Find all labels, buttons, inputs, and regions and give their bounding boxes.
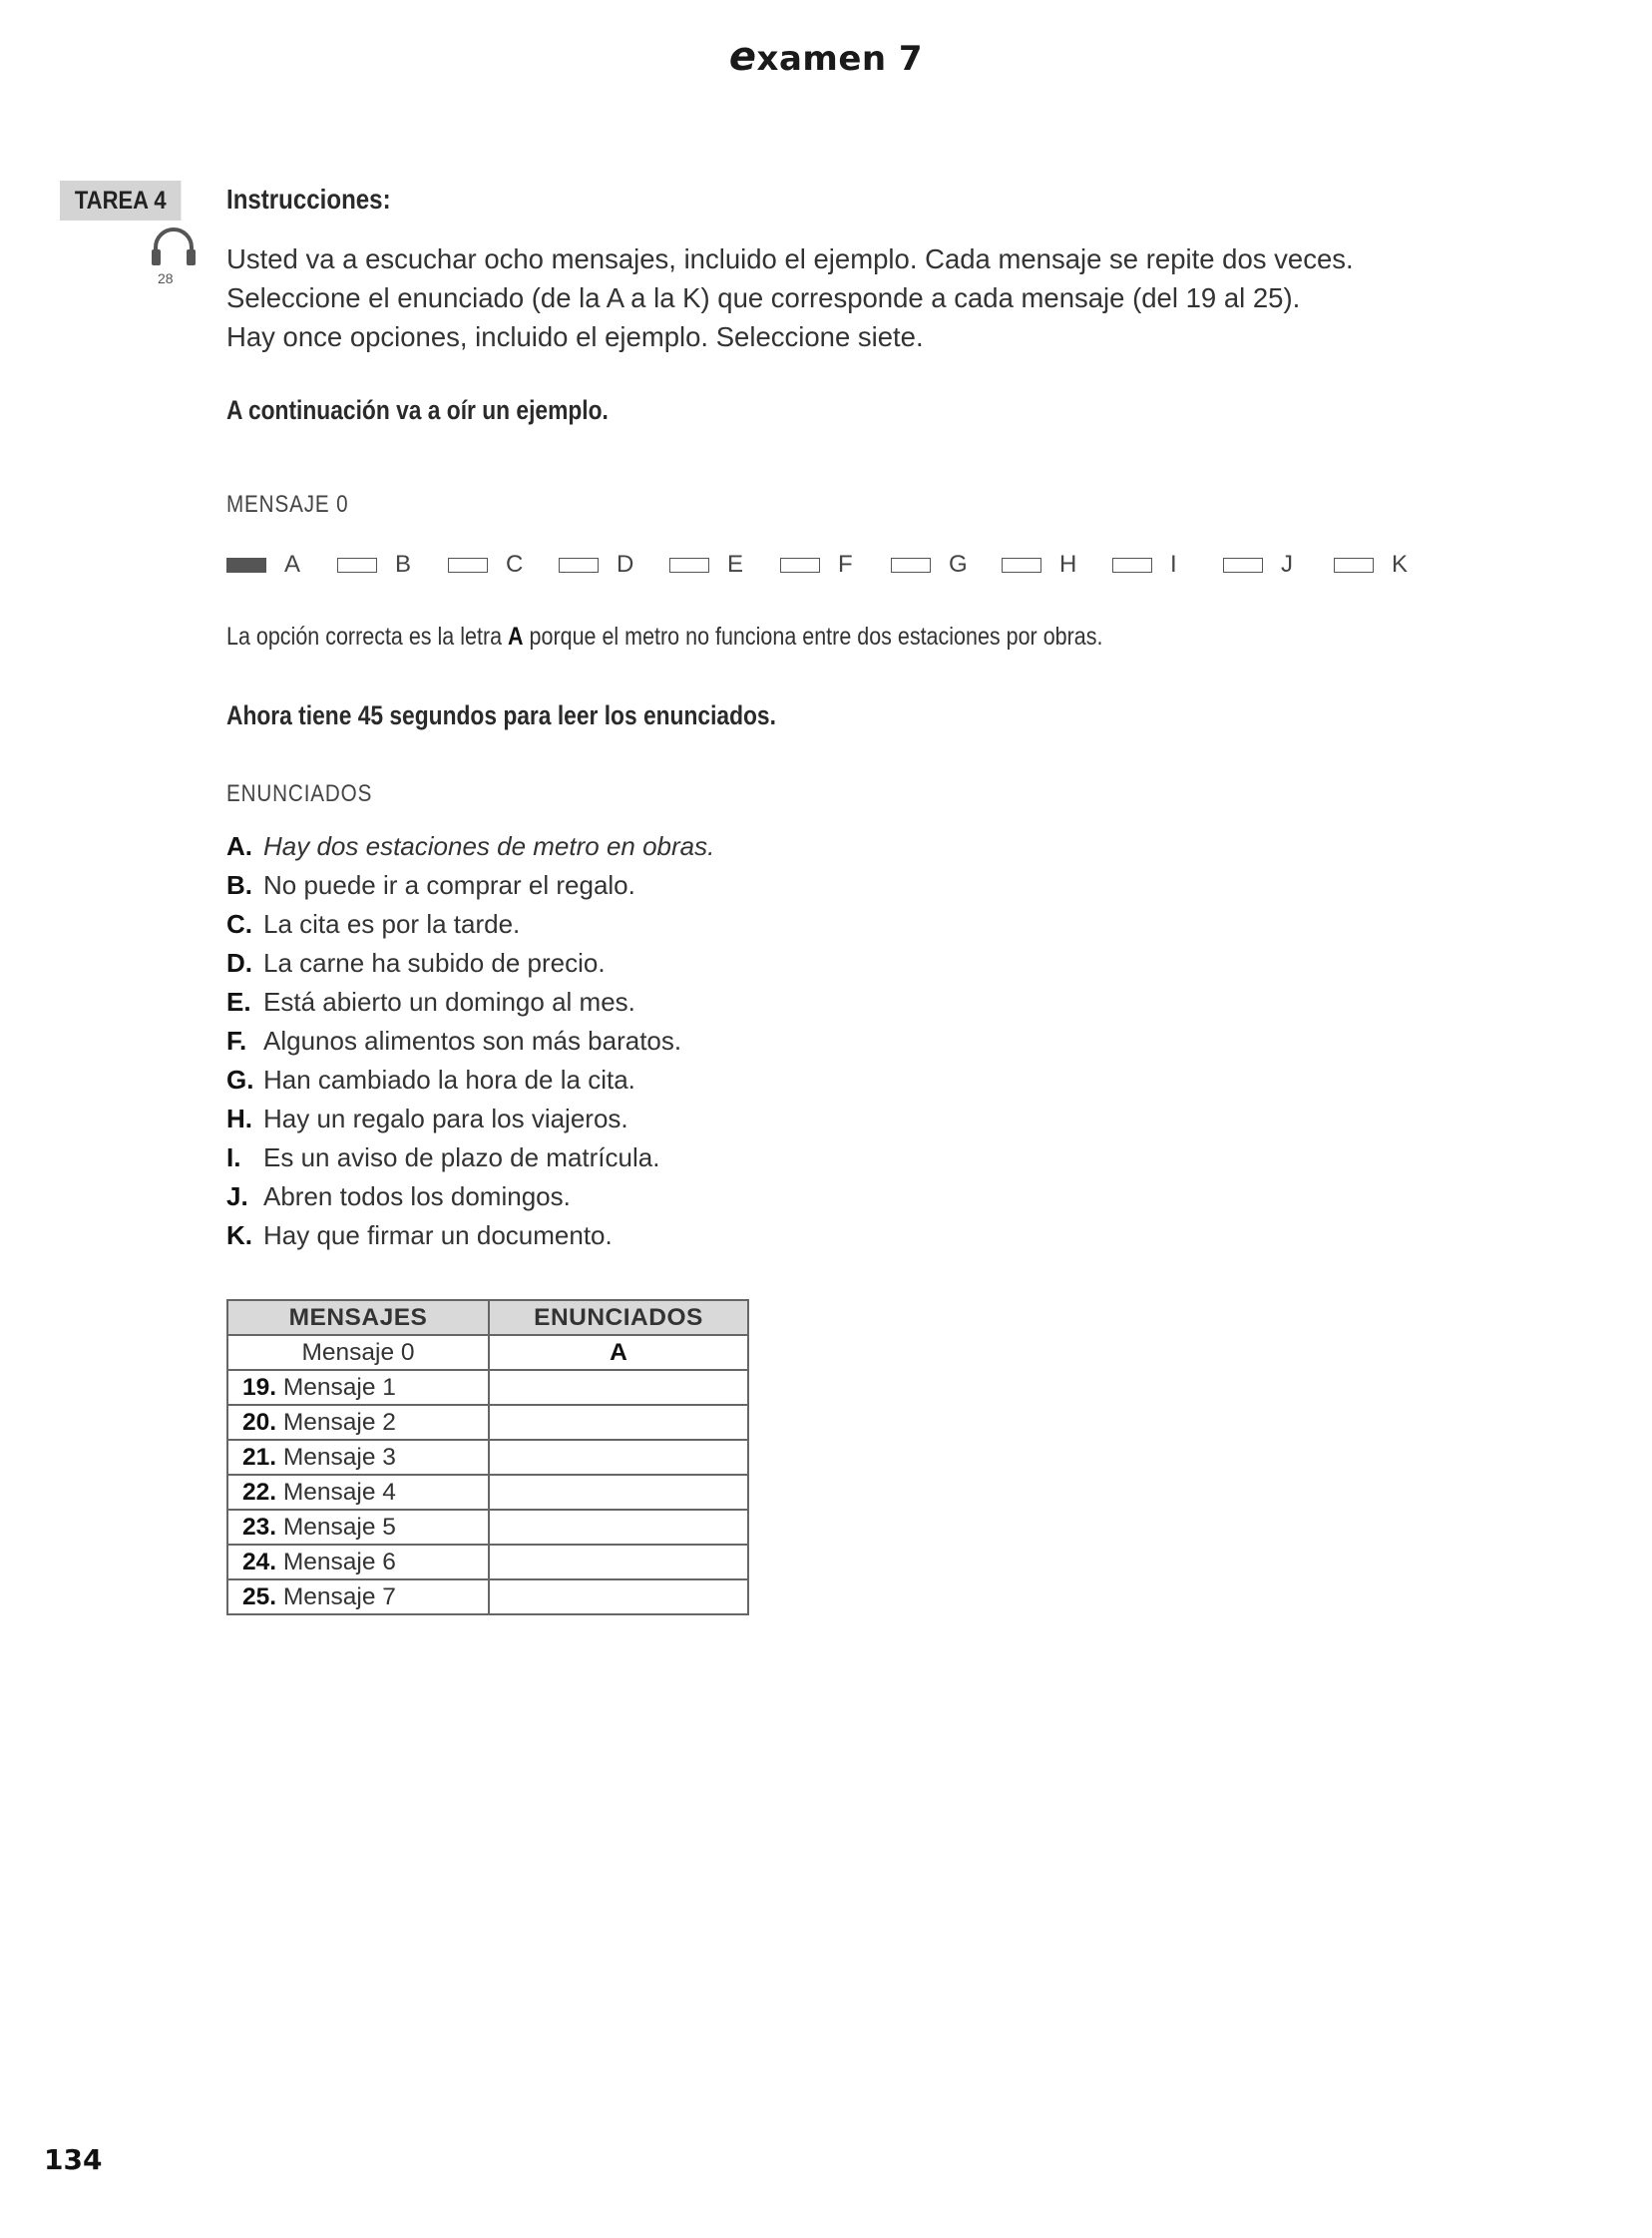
statement-item — [226, 1065, 714, 1104]
question-number: 24. — [242, 1548, 277, 1575]
table-header-row — [227, 1300, 748, 1335]
table-row — [227, 1405, 748, 1440]
statement-letter: I. — [226, 1142, 241, 1172]
option-label: E — [727, 551, 744, 578]
answer-cell[interactable] — [489, 1510, 748, 1545]
answer-cell[interactable] — [489, 1440, 748, 1475]
message-name: Mensaje 1 — [282, 1373, 396, 1401]
statement-letter: D. — [226, 948, 252, 978]
option-b[interactable] — [337, 547, 411, 583]
question-number: 21. — [242, 1443, 277, 1471]
statement-letter: H. — [226, 1104, 252, 1133]
option-label: J — [1281, 551, 1293, 578]
task-badge: TAREA 4 — [60, 181, 181, 221]
option-label: G — [949, 551, 968, 578]
question-number: 19. — [242, 1373, 277, 1401]
question-number: 22. — [242, 1478, 277, 1506]
option-f[interactable] — [780, 547, 853, 583]
statement-item — [226, 1142, 714, 1181]
audio-track-number: 28 — [158, 270, 174, 286]
statement-letter: K. — [226, 1220, 252, 1250]
statement-item — [226, 1104, 714, 1142]
statement-letter: A. — [226, 831, 252, 861]
statements-label: ENUNCIADOS — [226, 780, 373, 807]
message-cell — [227, 1579, 489, 1614]
statement-text: Es un aviso de plazo de matrícula. — [263, 1142, 660, 1172]
statement-item — [226, 948, 714, 987]
option-checkbox[interactable] — [1112, 558, 1152, 573]
answer-cell[interactable] — [489, 1370, 748, 1405]
message-name: Mensaje 7 — [282, 1582, 396, 1610]
message-0-label: MENSAJE 0 — [226, 491, 349, 518]
statement-text: Hay que firmar un documento. — [263, 1220, 613, 1250]
statement-text: Hay dos estaciones de metro en obras. — [263, 831, 715, 861]
title-text: xamen 7 — [756, 39, 924, 79]
option-j[interactable] — [1223, 547, 1293, 583]
option-checkbox[interactable] — [559, 558, 599, 573]
option-g[interactable] — [891, 547, 968, 583]
option-checkbox[interactable] — [891, 558, 931, 573]
question-number: 20. — [242, 1408, 277, 1436]
message-name: Mensaje 5 — [282, 1513, 396, 1541]
statement-text: No puede ir a comprar el regalo. — [263, 870, 635, 900]
option-checkbox[interactable] — [448, 558, 488, 573]
option-a[interactable] — [226, 547, 300, 583]
option-label: H — [1059, 551, 1077, 578]
statement-text: La cita es por la tarde. — [263, 909, 521, 939]
option-c[interactable] — [448, 547, 523, 583]
answer-text-before: La opción correcta es la letra — [226, 623, 509, 651]
message-name: Mensaje 2 — [282, 1408, 396, 1436]
option-label: D — [617, 551, 634, 578]
table-row — [227, 1370, 748, 1405]
instructions-line: Usted va a escuchar ocho mensajes, incluido el ejemplo. Cada mensaje se repite dos veces. — [226, 243, 1354, 274]
instructions-line: Seleccione el enunciado (de la A a la K) que corresponde a cada mensaje (del 19 al 25). — [226, 282, 1301, 313]
statement-item — [226, 987, 714, 1026]
message-cell — [227, 1510, 489, 1545]
option-i[interactable] — [1112, 547, 1177, 583]
statement-text: Algunos alimentos son más baratos. — [263, 1026, 682, 1056]
reading-time-instruction: Ahora tiene 45 segundos para leer los enunciados. — [226, 700, 776, 730]
statement-text: Hay un regalo para los viajeros. — [263, 1104, 628, 1133]
statement-item — [226, 1026, 714, 1065]
table-row — [227, 1579, 748, 1614]
statement-letter: B. — [226, 870, 252, 900]
option-label: A — [284, 551, 301, 578]
message-name: Mensaje 4 — [282, 1478, 396, 1506]
header-enunciados: ENUNCIADOS — [489, 1300, 748, 1335]
statement-item — [226, 870, 714, 909]
example-title: A continuación va a oír un ejemplo. — [226, 395, 609, 425]
statements-list — [226, 831, 714, 1259]
example-answer-cell: A — [489, 1335, 748, 1370]
question-number: 25. — [242, 1582, 277, 1610]
option-k[interactable] — [1334, 547, 1408, 583]
instructions-body — [226, 239, 1354, 356]
option-label: B — [395, 551, 412, 578]
title-e-mark: e — [728, 34, 757, 80]
header-mensajes: MENSAJES — [227, 1300, 489, 1335]
page-number: 134 — [44, 2143, 103, 2176]
statement-item — [226, 1220, 714, 1259]
statement-letter: G. — [226, 1065, 254, 1095]
table-row — [227, 1440, 748, 1475]
answer-cell[interactable] — [489, 1405, 748, 1440]
statement-item — [226, 909, 714, 948]
page-title — [0, 34, 1652, 80]
option-checkbox[interactable] — [669, 558, 709, 573]
statement-letter: E. — [226, 987, 251, 1017]
statement-item — [226, 831, 714, 870]
answer-letter: A — [508, 623, 524, 651]
option-label: K — [1392, 551, 1409, 578]
example-answer-explanation — [226, 623, 1102, 652]
answer-text-after: porque el metro no funciona entre dos estaciones por obras. — [523, 623, 1103, 651]
instructions-line: Hay once opciones, incluido el ejemplo. Seleccione siete. — [226, 321, 924, 352]
table-row — [227, 1545, 748, 1579]
table-row — [227, 1475, 748, 1510]
instructions-title: Instrucciones: — [226, 184, 391, 215]
example-message-cell: Mensaje 0 — [227, 1335, 489, 1370]
message-cell — [227, 1545, 489, 1579]
option-checkbox[interactable] — [1334, 558, 1374, 573]
statement-letter: F. — [226, 1026, 247, 1056]
statement-text: La carne ha subido de precio. — [263, 948, 606, 978]
statement-letter: J. — [226, 1181, 248, 1211]
answer-cell[interactable] — [489, 1475, 748, 1510]
answer-cell[interactable] — [489, 1545, 748, 1579]
option-e[interactable] — [669, 547, 743, 583]
option-h[interactable] — [1002, 547, 1076, 583]
table-row-example — [227, 1335, 748, 1370]
message-cell — [227, 1370, 489, 1405]
statement-text: Abren todos los domingos. — [263, 1181, 571, 1211]
answer-table — [226, 1299, 749, 1615]
option-checkbox[interactable] — [780, 558, 820, 573]
option-checkbox[interactable] — [1223, 558, 1263, 573]
statement-letter: C. — [226, 909, 252, 939]
example-options-row — [226, 547, 1453, 583]
answer-cell[interactable] — [489, 1579, 748, 1614]
statement-text: Han cambiado la hora de la cita. — [263, 1065, 635, 1095]
statement-item — [226, 1181, 714, 1220]
message-cell — [227, 1440, 489, 1475]
message-cell — [227, 1475, 489, 1510]
option-checkbox[interactable] — [1002, 558, 1041, 573]
message-cell — [227, 1405, 489, 1440]
option-checkbox-selected[interactable] — [226, 558, 266, 573]
option-label: I — [1170, 551, 1177, 578]
table-row — [227, 1510, 748, 1545]
message-name: Mensaje 3 — [282, 1443, 396, 1471]
statement-text: Está abierto un domingo al mes. — [263, 987, 635, 1017]
option-label: C — [506, 551, 524, 578]
option-d[interactable] — [559, 547, 633, 583]
message-name: Mensaje 6 — [282, 1548, 396, 1575]
option-label: F — [838, 551, 853, 578]
question-number: 23. — [242, 1513, 277, 1541]
option-checkbox[interactable] — [337, 558, 377, 573]
headphones-icon — [148, 227, 200, 267]
